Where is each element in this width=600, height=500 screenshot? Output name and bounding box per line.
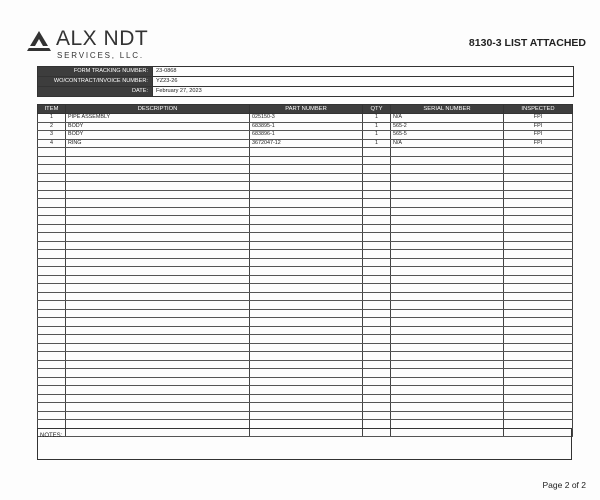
cell-description — [66, 216, 250, 225]
cell-serial-number — [391, 301, 504, 310]
table-row — [38, 156, 573, 165]
cell-serial-number — [391, 394, 504, 403]
cell-part-number — [250, 258, 363, 267]
form-tracking-label: FORM TRACKING NUMBER: — [38, 67, 153, 76]
cell-description — [66, 335, 250, 344]
cell-inspected — [504, 148, 573, 157]
cell-serial-number — [391, 403, 504, 412]
table-row — [38, 377, 573, 386]
cell-description — [66, 292, 250, 301]
cell-part-number — [250, 377, 363, 386]
cell-description — [66, 207, 250, 216]
cell-part-number — [250, 148, 363, 157]
cell-inspected — [504, 216, 573, 225]
table-row — [38, 360, 573, 369]
cell-part-number — [250, 411, 363, 420]
cell-serial-number — [391, 377, 504, 386]
cell-part-number — [250, 233, 363, 242]
cell-serial-number — [391, 156, 504, 165]
table-row — [38, 114, 573, 123]
cell-qty — [363, 173, 391, 182]
cell-inspected: FPI — [504, 139, 573, 148]
cell-part-number — [250, 267, 363, 276]
cell-qty — [363, 352, 391, 361]
table-row — [38, 131, 573, 140]
cell-part-number — [250, 394, 363, 403]
cell-part-number: 683896-1 — [250, 131, 363, 140]
header-info-block — [37, 66, 574, 97]
cell-item — [38, 309, 66, 318]
cell-inspected — [504, 233, 573, 242]
cell-part-number — [250, 241, 363, 250]
cell-serial-number — [391, 224, 504, 233]
cell-item: 4 — [38, 139, 66, 148]
cell-serial-number — [391, 182, 504, 191]
cell-inspected — [504, 360, 573, 369]
cell-description — [66, 284, 250, 293]
cell-item — [38, 190, 66, 199]
cell-part-number — [250, 335, 363, 344]
cell-serial-number — [391, 207, 504, 216]
cell-inspected — [504, 156, 573, 165]
table-row — [38, 122, 573, 131]
cell-description — [66, 250, 250, 259]
cell-qty — [363, 386, 391, 395]
cell-serial-number — [391, 250, 504, 259]
cell-qty: 1 — [363, 131, 391, 140]
cell-item — [38, 156, 66, 165]
cell-qty — [363, 360, 391, 369]
cell-item — [38, 394, 66, 403]
table-row — [38, 284, 573, 293]
header-part-number: PART NUMBER — [250, 105, 363, 114]
table-row — [38, 139, 573, 148]
cell-part-number — [250, 369, 363, 378]
cell-inspected — [504, 165, 573, 174]
cell-item: 3 — [38, 131, 66, 140]
cell-item — [38, 216, 66, 225]
cell-qty — [363, 224, 391, 233]
table-row — [38, 403, 573, 412]
notes-label: NOTES: — [40, 433, 63, 439]
table-row — [38, 301, 573, 310]
cell-description — [66, 377, 250, 386]
cell-qty: 1 — [363, 114, 391, 123]
cell-part-number — [250, 326, 363, 335]
cell-serial-number — [391, 190, 504, 199]
table-row — [38, 241, 573, 250]
cell-inspected — [504, 386, 573, 395]
cell-description — [66, 199, 250, 208]
company-logo — [27, 27, 167, 60]
cell-inspected: FPI — [504, 122, 573, 131]
cell-serial-number — [391, 343, 504, 352]
cell-inspected — [504, 318, 573, 327]
cell-item — [38, 403, 66, 412]
cell-inspected — [504, 420, 573, 429]
cell-part-number — [250, 199, 363, 208]
cell-part-number — [250, 292, 363, 301]
table-row — [38, 148, 573, 157]
cell-item — [38, 411, 66, 420]
cell-part-number — [250, 207, 363, 216]
cell-description — [66, 301, 250, 310]
cell-qty — [363, 156, 391, 165]
cell-item — [38, 343, 66, 352]
cell-inspected: FPI — [504, 131, 573, 140]
table-row — [38, 352, 573, 361]
cell-part-number: 025150-3 — [250, 114, 363, 123]
cell-inspected — [504, 224, 573, 233]
cell-inspected — [504, 207, 573, 216]
cell-qty — [363, 165, 391, 174]
cell-inspected — [504, 267, 573, 276]
cell-qty — [363, 207, 391, 216]
cell-description — [66, 173, 250, 182]
cell-item — [38, 165, 66, 174]
header-serial-number: SERIAL NUMBER — [391, 105, 504, 114]
cell-serial-number — [391, 275, 504, 284]
table-row — [38, 326, 573, 335]
cell-qty — [363, 241, 391, 250]
cell-serial-number — [391, 199, 504, 208]
cell-item — [38, 318, 66, 327]
cell-inspected — [504, 309, 573, 318]
cell-part-number — [250, 156, 363, 165]
cell-part-number — [250, 250, 363, 259]
form-tracking-value: 23-0868 — [156, 68, 177, 74]
cell-description — [66, 233, 250, 242]
table-row — [38, 258, 573, 267]
table-header-row — [38, 105, 573, 114]
cell-serial-number — [391, 369, 504, 378]
cell-item — [38, 292, 66, 301]
alx-triangle-icon — [27, 31, 51, 51]
cell-inspected — [504, 275, 573, 284]
cell-part-number — [250, 173, 363, 182]
cell-serial-number — [391, 241, 504, 250]
cell-inspected — [504, 250, 573, 259]
cell-inspected — [504, 343, 573, 352]
cell-part-number — [250, 343, 363, 352]
cell-item — [38, 335, 66, 344]
cell-serial-number — [391, 148, 504, 157]
header-item: ITEM — [38, 105, 66, 114]
cell-description — [66, 165, 250, 174]
company-name: ALX NDT — [56, 27, 149, 50]
cell-item — [38, 352, 66, 361]
cell-serial-number — [391, 318, 504, 327]
cell-item — [38, 173, 66, 182]
cell-description — [66, 309, 250, 318]
cell-part-number — [250, 386, 363, 395]
table-row — [38, 394, 573, 403]
cell-part-number — [250, 190, 363, 199]
cell-qty — [363, 420, 391, 429]
cell-item — [38, 360, 66, 369]
wo-number-row — [38, 77, 573, 87]
header-qty: QTY — [363, 105, 391, 114]
cell-inspected — [504, 403, 573, 412]
table-row — [38, 165, 573, 174]
cell-qty — [363, 258, 391, 267]
cell-description — [66, 182, 250, 191]
cell-qty — [363, 411, 391, 420]
cell-qty — [363, 216, 391, 225]
date-value: February 27, 2023 — [156, 88, 202, 94]
cell-description — [66, 352, 250, 361]
table-row — [38, 420, 573, 429]
cell-description — [66, 258, 250, 267]
cell-item — [38, 267, 66, 276]
table-row — [38, 335, 573, 344]
table-row — [38, 224, 573, 233]
cell-description — [66, 386, 250, 395]
cell-item — [38, 326, 66, 335]
table-row — [38, 207, 573, 216]
company-subtitle: SERVICES, LLC. — [57, 51, 144, 60]
table-row — [38, 250, 573, 259]
cell-item — [38, 241, 66, 250]
table-row — [38, 309, 573, 318]
cell-serial-number — [391, 292, 504, 301]
cell-inspected — [504, 377, 573, 386]
cell-part-number — [250, 165, 363, 174]
table-row — [38, 343, 573, 352]
cell-inspected — [504, 173, 573, 182]
cell-inspected — [504, 292, 573, 301]
cell-qty — [363, 284, 391, 293]
table-row — [38, 386, 573, 395]
cell-item — [38, 275, 66, 284]
cell-qty — [363, 394, 391, 403]
document-title: 8130-3 LIST ATTACHED — [468, 37, 586, 49]
cell-description — [66, 394, 250, 403]
cell-qty — [363, 301, 391, 310]
cell-qty — [363, 403, 391, 412]
cell-serial-number — [391, 216, 504, 225]
cell-qty — [363, 182, 391, 191]
cell-qty — [363, 292, 391, 301]
cell-description — [66, 326, 250, 335]
cell-serial-number — [391, 173, 504, 182]
cell-description — [66, 148, 250, 157]
cell-inspected: FPI — [504, 114, 573, 123]
cell-description — [66, 190, 250, 199]
cell-part-number — [250, 284, 363, 293]
cell-description — [66, 241, 250, 250]
cell-description — [66, 343, 250, 352]
cell-serial-number — [391, 386, 504, 395]
cell-serial-number — [391, 258, 504, 267]
cell-serial-number — [391, 360, 504, 369]
cell-inspected — [504, 369, 573, 378]
cell-part-number — [250, 224, 363, 233]
table-row — [38, 182, 573, 191]
header-description: DESCRIPTION — [66, 105, 250, 114]
cell-serial-number — [391, 233, 504, 242]
cell-description — [66, 403, 250, 412]
cell-item — [38, 224, 66, 233]
cell-inspected — [504, 258, 573, 267]
table-row — [38, 190, 573, 199]
cell-qty: 1 — [363, 122, 391, 131]
cell-part-number — [250, 420, 363, 429]
cell-description — [66, 318, 250, 327]
cell-qty — [363, 309, 391, 318]
cell-qty — [363, 190, 391, 199]
cell-item: 2 — [38, 122, 66, 131]
cell-qty — [363, 318, 391, 327]
cell-part-number: 3672047-12 — [250, 139, 363, 148]
cell-part-number: 683895-1 — [250, 122, 363, 131]
table-row — [38, 173, 573, 182]
cell-description — [66, 360, 250, 369]
wo-number-label: WO/CONTRACT/INVOICE NUMBER: — [38, 77, 153, 86]
cell-inspected — [504, 190, 573, 199]
cell-inspected — [504, 352, 573, 361]
cell-item — [38, 369, 66, 378]
cell-serial-number: 565-2 — [391, 122, 504, 131]
cell-part-number — [250, 301, 363, 310]
date-label: DATE: — [38, 87, 153, 96]
cell-serial-number — [391, 326, 504, 335]
cell-qty — [363, 343, 391, 352]
cell-qty: 1 — [363, 139, 391, 148]
cell-part-number — [250, 403, 363, 412]
date-row — [38, 87, 573, 96]
cell-qty — [363, 267, 391, 276]
cell-item — [38, 207, 66, 216]
cell-qty — [363, 377, 391, 386]
cell-serial-number — [391, 284, 504, 293]
cell-part-number — [250, 275, 363, 284]
table-row — [38, 275, 573, 284]
cell-qty — [363, 148, 391, 157]
cell-qty — [363, 335, 391, 344]
cell-serial-number: N/A — [391, 114, 504, 123]
wo-number-value: YZ23-26 — [156, 78, 178, 84]
cell-item — [38, 148, 66, 157]
parts-table — [37, 104, 573, 437]
cell-qty — [363, 199, 391, 208]
cell-part-number — [250, 318, 363, 327]
cell-serial-number: 565-5 — [391, 131, 504, 140]
cell-item — [38, 250, 66, 259]
cell-part-number — [250, 360, 363, 369]
cell-item — [38, 182, 66, 191]
cell-item — [38, 301, 66, 310]
table-row — [38, 216, 573, 225]
table-row — [38, 369, 573, 378]
table-row — [38, 233, 573, 242]
cell-description: PIPE ASSEMBLY — [66, 114, 250, 123]
table-row — [38, 411, 573, 420]
cell-inspected — [504, 284, 573, 293]
cell-qty — [363, 233, 391, 242]
cell-inspected — [504, 199, 573, 208]
header-inspected: INSPECTED — [504, 105, 573, 114]
cell-qty — [363, 250, 391, 259]
table-row — [38, 292, 573, 301]
cell-description: RING — [66, 139, 250, 148]
form-tracking-row — [38, 67, 573, 77]
cell-description — [66, 267, 250, 276]
cell-inspected — [504, 394, 573, 403]
cell-item — [38, 420, 66, 429]
cell-description — [66, 275, 250, 284]
cell-item — [38, 258, 66, 267]
cell-description — [66, 224, 250, 233]
cell-serial-number — [391, 267, 504, 276]
cell-serial-number — [391, 335, 504, 344]
cell-item — [38, 386, 66, 395]
cell-qty — [363, 369, 391, 378]
cell-item — [38, 377, 66, 386]
cell-inspected — [504, 301, 573, 310]
cell-description — [66, 369, 250, 378]
cell-qty — [363, 326, 391, 335]
cell-description: BODY — [66, 122, 250, 131]
cell-part-number — [250, 182, 363, 191]
cell-serial-number — [391, 352, 504, 361]
notes-box — [37, 428, 572, 460]
cell-serial-number — [391, 411, 504, 420]
cell-item — [38, 199, 66, 208]
cell-part-number — [250, 216, 363, 225]
table-row — [38, 267, 573, 276]
cell-qty — [363, 275, 391, 284]
cell-serial-number — [391, 165, 504, 174]
cell-item — [38, 233, 66, 242]
table-body — [38, 114, 573, 437]
cell-inspected — [504, 241, 573, 250]
cell-inspected — [504, 411, 573, 420]
cell-description — [66, 411, 250, 420]
cell-description — [66, 156, 250, 165]
cell-inspected — [504, 326, 573, 335]
cell-item: 1 — [38, 114, 66, 123]
cell-inspected — [504, 182, 573, 191]
cell-inspected — [504, 335, 573, 344]
cell-serial-number — [391, 309, 504, 318]
cell-serial-number: N/A — [391, 139, 504, 148]
cell-description — [66, 420, 250, 429]
cell-part-number — [250, 309, 363, 318]
cell-part-number — [250, 352, 363, 361]
cell-serial-number — [391, 420, 504, 429]
table-row — [38, 199, 573, 208]
cell-description: BODY — [66, 131, 250, 140]
table-row — [38, 318, 573, 327]
page-indicator: Page 2 of 2 — [542, 480, 586, 490]
cell-item — [38, 284, 66, 293]
